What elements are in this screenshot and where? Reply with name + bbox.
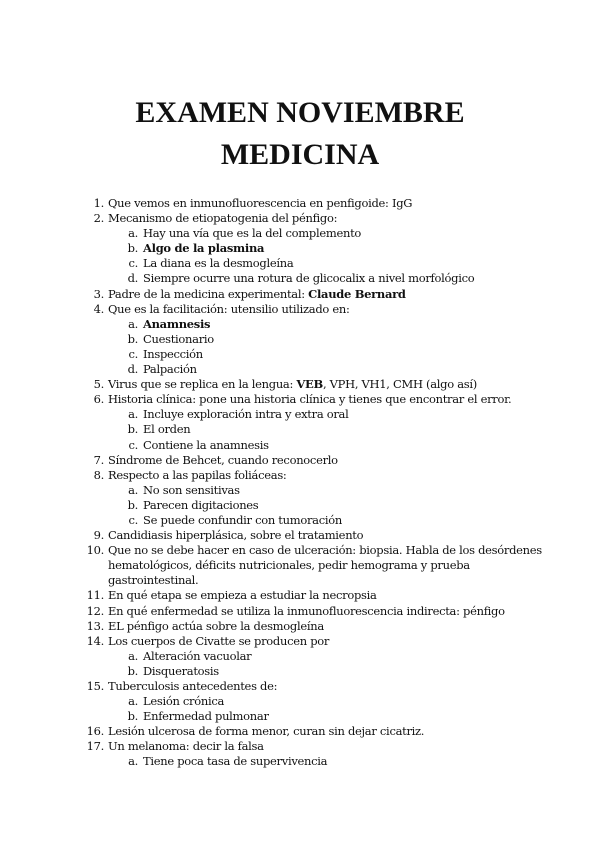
option-item (0, 754, 600, 769)
question-text-main: Historia clínica: pone una historia clínica y tienes que encontrar el error. (108, 392, 512, 407)
option-letter: b. (127, 709, 138, 724)
question-text (108, 302, 350, 317)
question-number: 10. (86, 543, 104, 558)
question-text (108, 528, 363, 543)
option-text: Incluye exploración intra y extra oral (143, 407, 349, 422)
option-letter: b. (127, 241, 138, 256)
option-text: Parecen digitaciones (143, 497, 259, 512)
question-text-main: EL pénfigo actúa sobre la desmogleína (108, 618, 324, 633)
option-text: Palpación (143, 362, 197, 377)
option-text: No son sensitivas (143, 482, 240, 497)
option-letter: c. (128, 346, 138, 361)
question-text-main: Candidiasis hiperplásica, sobre el tratamiento (108, 528, 364, 543)
question-list (0, 196, 600, 770)
question-number: 13. (86, 618, 104, 633)
option-letter: c. (128, 437, 138, 452)
question-number: 4. (93, 301, 104, 316)
option-text: El orden (143, 422, 191, 437)
option-item (0, 483, 600, 498)
question-item (0, 724, 600, 739)
option-item (0, 256, 600, 271)
question-text-continued: hematológicos, déficits nutricionales, pedir hemograma y prueba (108, 558, 470, 573)
question-text-tail: , VPH, VH1, CMH (algo así) (322, 377, 477, 392)
option-item (0, 664, 600, 679)
question-number: 15. (86, 679, 104, 693)
option-item (0, 317, 600, 332)
question-number: 6. (93, 392, 104, 407)
option-item (0, 694, 600, 709)
question-text-main: Virus que se replica en la lengua: (108, 377, 297, 392)
option-item (0, 438, 600, 453)
question-number: 16. (86, 724, 104, 739)
option-letter: b. (127, 331, 138, 346)
option-letter: a. (128, 648, 138, 663)
question-text-main: Los cuerpos de Civatte se producen por (108, 633, 330, 648)
question-item (0, 604, 600, 619)
option-letter: b. (127, 663, 138, 678)
question-number: 2. (93, 211, 104, 226)
question-text (108, 392, 511, 407)
question-text-continued: gastrointestinal. (108, 573, 199, 588)
question-item (0, 543, 600, 558)
question-number: 11. (86, 588, 104, 603)
option-item (0, 709, 600, 724)
question-item (0, 528, 600, 543)
question-text-main: Padre de la medicina experimental: (108, 286, 309, 301)
question-text-main: Síndrome de Behcet, cuando reconocerlo (108, 452, 338, 467)
question-text-main: Lesión ulcerosa de forma menor, curan sin dejar cicatriz. (108, 724, 425, 739)
question-item (0, 634, 600, 649)
option-item (0, 498, 600, 513)
option-item (0, 422, 600, 437)
question-item (0, 679, 600, 694)
option-item (0, 362, 600, 377)
question-continuation (0, 558, 600, 573)
question-item (0, 211, 600, 226)
option-text-correct: Algo de la plasmina (143, 241, 265, 256)
question-text (108, 679, 277, 694)
option-item (0, 241, 600, 256)
answer-highlight: Claude Bernard (308, 286, 406, 301)
question-text-main: Tuberculosis antecedentes de: (108, 679, 278, 693)
question-text (108, 453, 338, 468)
question-text-main: Que vemos en inmunofluorescencia en penfigoide: IgG (108, 196, 413, 210)
question-number: 5. (93, 377, 104, 392)
option-text: La diana es la desmogleína (143, 256, 294, 271)
question-item (0, 619, 600, 634)
option-text: Cuestionario (143, 331, 214, 346)
option-letter: c. (128, 256, 138, 271)
question-text-main: Que no se debe hacer en caso de ulceración: biopsia. Habla de los desórdenes (108, 543, 542, 558)
page-title-line-1: EXAMEN NOVIEMBRE (135, 96, 465, 129)
option-letter: a. (128, 694, 138, 709)
question-continuation (0, 573, 600, 588)
question-item (0, 302, 600, 317)
option-item (0, 226, 600, 241)
question-text-main: Mecanismo de etiopatogenia del pénfigo: (108, 211, 338, 226)
option-letter: a. (128, 482, 138, 497)
option-letter: d. (127, 271, 138, 286)
question-number: 12. (86, 603, 104, 618)
question-number: 17. (86, 739, 104, 754)
question-text (108, 739, 264, 754)
question-text-main: Respecto a las papilas foliáceas: (108, 467, 287, 482)
option-letter: a. (128, 754, 138, 769)
question-number: 14. (86, 633, 104, 648)
page-title-line-2: MEDICINA (220, 138, 380, 171)
question-text (108, 196, 412, 211)
question-text (108, 211, 337, 226)
option-text: Lesión crónica (143, 694, 225, 709)
question-text-main: Un melanoma: decir la falsa (108, 739, 264, 754)
question-text (108, 468, 287, 483)
option-text-correct: Anamnesis (143, 316, 211, 331)
question-text (108, 588, 377, 603)
option-letter: a. (128, 407, 138, 422)
option-text: Enfermedad pulmonar (143, 709, 269, 724)
question-number: 1. (93, 196, 104, 210)
option-letter: a. (128, 226, 138, 241)
answer-highlight: VEB (296, 377, 323, 392)
option-text: Tiene poca tasa de supervivencia (143, 754, 328, 769)
option-text: Contiene la anamnesis (143, 437, 269, 452)
question-text (108, 377, 477, 392)
option-text: Hay una vía que es la del complemento (143, 226, 362, 241)
question-item (0, 739, 600, 754)
question-item (0, 468, 600, 483)
question-item (0, 196, 600, 211)
option-item (0, 347, 600, 362)
option-letter: d. (127, 362, 138, 377)
question-number: 8. (93, 467, 104, 482)
option-item (0, 407, 600, 422)
question-item (0, 377, 600, 392)
question-text-main: Que es la facilitación: utensilio utilizado en: (108, 301, 350, 316)
question-text (108, 619, 324, 634)
question-text (108, 634, 329, 649)
option-item (0, 513, 600, 528)
question-text (108, 287, 406, 302)
question-text (108, 543, 542, 558)
option-item (0, 271, 600, 286)
option-text: Alteración vacuolar (143, 648, 252, 663)
question-number: 9. (93, 528, 104, 543)
option-text: Siempre ocurre una rotura de glicocalix a nivel morfológico (143, 271, 475, 286)
question-number: 3. (93, 286, 104, 301)
option-letter: b. (127, 422, 138, 437)
question-text-main: En qué enfermedad se utiliza la inmunofluorescencia indirecta: pénfigo (108, 603, 505, 618)
page-title (0, 92, 600, 176)
question-item (0, 287, 600, 302)
question-text (108, 724, 424, 739)
question-text-main: En qué etapa se empieza a estudiar la necropsia (108, 588, 377, 603)
option-letter: c. (128, 512, 138, 527)
option-text: Disqueratosis (143, 663, 219, 678)
option-letter: a. (128, 316, 138, 331)
option-text: Inspección (143, 346, 203, 361)
question-item (0, 588, 600, 603)
option-letter: b. (127, 497, 138, 512)
option-text: Se puede confundir con tumoración (143, 512, 342, 527)
option-item (0, 332, 600, 347)
question-item (0, 392, 600, 407)
question-text (108, 604, 505, 619)
option-item (0, 649, 600, 664)
question-number: 7. (93, 452, 104, 467)
question-item (0, 453, 600, 468)
